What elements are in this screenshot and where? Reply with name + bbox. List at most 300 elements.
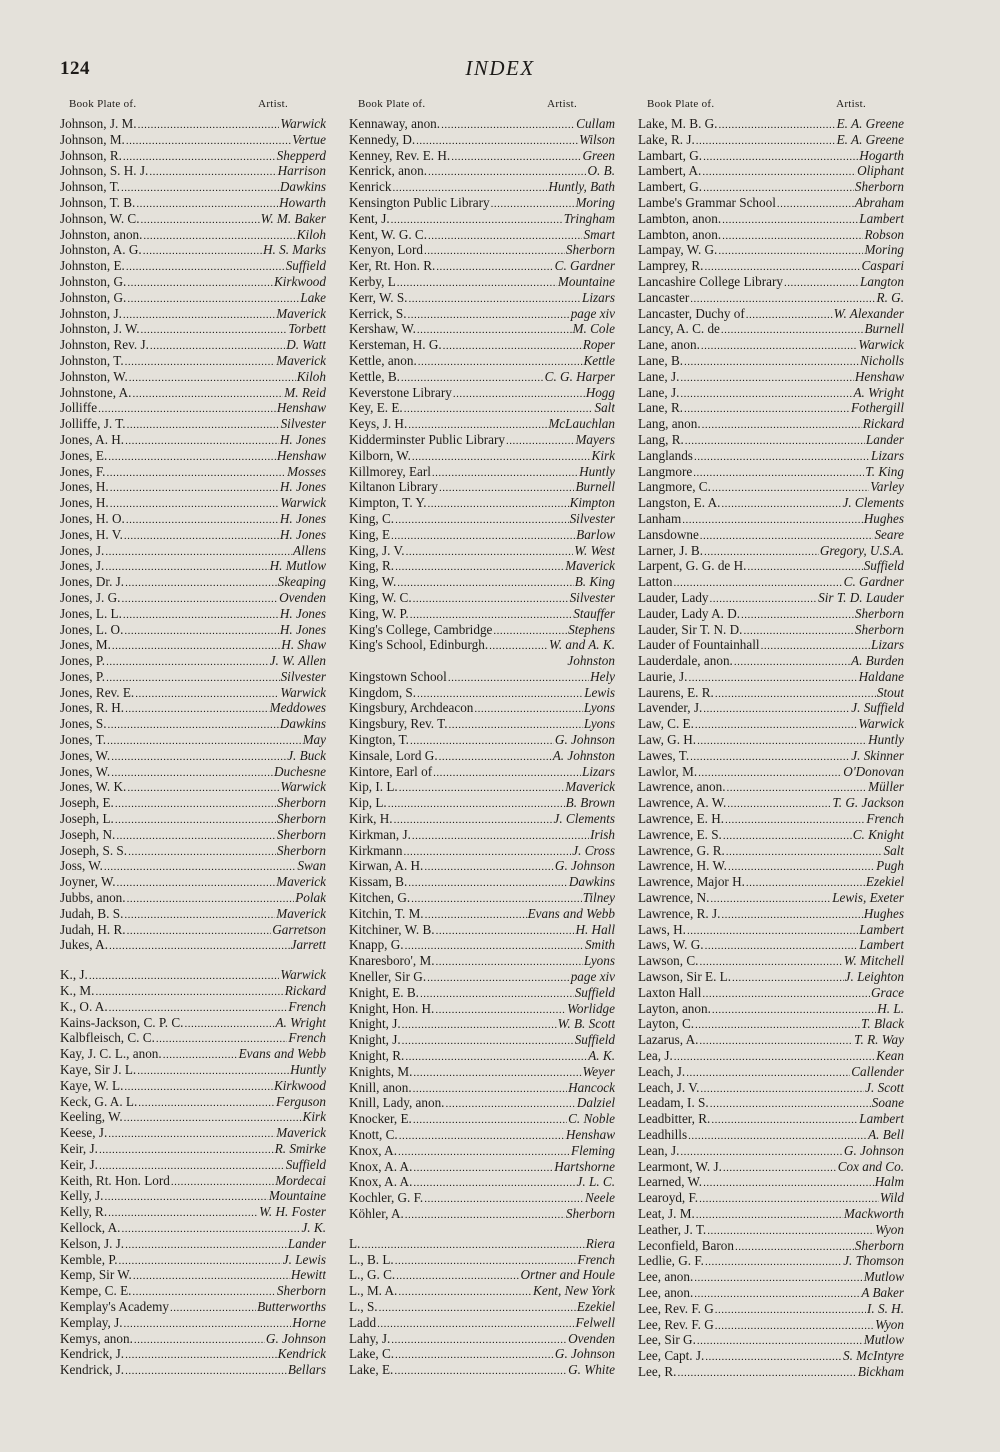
artist-name: S. McIntyre <box>842 1348 904 1364</box>
artist-name: Kirk <box>302 1109 326 1125</box>
book-plate-owner: L., S. <box>349 1298 378 1314</box>
artist-name: Hughes <box>863 905 904 921</box>
book-plate-owner: Kitchiner, W. B. <box>349 921 435 937</box>
artist-name: Hogarth <box>859 147 904 163</box>
index-entry <box>638 685 904 701</box>
artist-name: Shepperd <box>276 147 326 163</box>
book-plate-owner: Keeling, W. <box>60 1109 123 1125</box>
book-plate-owner: Lee, Rev. F. G <box>638 1316 714 1332</box>
artist-name: Mordecai <box>275 1172 326 1188</box>
artist-name: H. Shaw <box>281 637 326 653</box>
dot-leader <box>699 1192 879 1206</box>
dot-leader <box>124 1111 302 1125</box>
artist-name: Huntly <box>290 1062 326 1078</box>
dot-leader <box>436 924 575 938</box>
artist-name: Pugh <box>876 858 904 874</box>
dot-leader <box>506 434 574 448</box>
dot-leader <box>705 1255 842 1269</box>
artist-name: Sherborn <box>276 795 326 811</box>
index-entry <box>60 132 326 148</box>
artist-name: Kirkwood <box>273 273 326 289</box>
index-entry <box>60 416 326 432</box>
dot-leader <box>684 402 850 416</box>
book-plate-owner: Laxton Hall <box>638 984 702 1000</box>
book-plate-owner: Kelly, R. <box>60 1204 108 1220</box>
dot-leader <box>453 387 585 401</box>
book-plate-owner: Kemble, P. <box>60 1251 118 1267</box>
index-entry <box>638 1001 904 1017</box>
artist-name: Evans and Webb <box>238 1046 326 1062</box>
index-entry <box>60 1173 326 1189</box>
book-plate-owner: K., O. A. <box>60 998 108 1014</box>
dot-leader <box>690 292 875 306</box>
book-plate-owner: Lawrence, H. W. <box>638 858 727 874</box>
book-plate-owner: Kimpton, T. Y. <box>349 495 427 511</box>
index-entry <box>60 999 326 1015</box>
artist-name: W. M. Baker <box>260 210 326 226</box>
artist-name: Allens <box>293 542 326 558</box>
artist-name: Silvester <box>280 668 326 684</box>
dot-leader <box>448 671 589 685</box>
index-entry <box>60 764 326 780</box>
artist-name: B. Brown <box>565 795 615 811</box>
dot-leader <box>680 371 854 385</box>
artist-name: Suffield <box>863 558 904 574</box>
dot-leader <box>722 229 863 243</box>
book-plate-owner: Johnson, S. H. J. <box>60 163 149 179</box>
index-entry <box>60 543 326 559</box>
book-plate-owner: Lee, Rev. F. G <box>638 1300 714 1316</box>
artist-name: Felwell <box>575 1314 615 1330</box>
artist-name: French <box>866 811 904 827</box>
dot-leader <box>124 1317 292 1331</box>
book-plate-owner: Lake, E. <box>349 1362 394 1378</box>
artist-name: French <box>288 1030 326 1046</box>
index-entry <box>638 922 904 938</box>
artist-name: Abraham <box>854 194 904 210</box>
dot-leader <box>121 592 278 606</box>
artist-name: Mosses <box>287 463 326 479</box>
index-entry <box>60 1062 326 1078</box>
index-entry <box>638 416 904 432</box>
book-plate-owner: Johnston, G. <box>60 289 127 305</box>
book-plate-owner: Kent, J. <box>349 210 390 226</box>
artist-name: Kirkwood <box>273 1077 326 1093</box>
entry-list <box>349 116 615 1378</box>
index-entry <box>638 337 904 353</box>
index-entry <box>638 353 904 369</box>
artist-name: Kimpton <box>569 495 615 511</box>
index-entry <box>349 779 615 795</box>
book-plate-owner: Judah, H. R. <box>60 921 126 937</box>
book-plate-owner: Learmont, W. J. <box>638 1158 722 1174</box>
artist-name: J. L. C. <box>576 1174 615 1190</box>
entry-list <box>638 116 904 1380</box>
artist-name: Haldane <box>858 668 904 684</box>
dot-leader <box>698 766 842 780</box>
book-plate-owner: Ledlie, G. F. <box>638 1253 704 1269</box>
book-plate-owner: Johnston, G. <box>60 273 127 289</box>
dot-leader <box>125 1364 287 1378</box>
dot-leader <box>428 165 587 179</box>
index-entry <box>638 622 904 638</box>
artist-name: Silvester <box>569 510 615 526</box>
index-entry <box>60 558 326 574</box>
artist-name: Ezekiel <box>865 874 904 890</box>
index-entry <box>60 511 326 527</box>
artist-name: C. Gardner <box>843 574 904 590</box>
index-entry <box>60 967 326 983</box>
artist-name: Suffield <box>285 258 326 274</box>
book-plate-owner: Lake, C. <box>349 1346 395 1362</box>
index-entry <box>349 1001 615 1017</box>
book-plate-owner: Kenney, Rev. E. H. <box>349 147 451 163</box>
artist-name: Dalziel <box>576 1095 615 1111</box>
artist-name: A. Wright <box>853 384 904 400</box>
book-plate-owner: Kerrick, S. <box>349 305 407 321</box>
index-entry <box>349 748 615 764</box>
artist-name: H. Hall <box>575 921 615 937</box>
dot-leader <box>396 1269 519 1283</box>
book-plate-owner: Kerr, W. S. <box>349 289 408 305</box>
index-entry <box>638 148 904 164</box>
book-plate-owner: Knight, E. B. <box>349 984 419 1000</box>
dot-leader <box>728 860 875 874</box>
book-plate-owner: Lauder, Sir T. N. D. <box>638 621 743 637</box>
dot-leader <box>688 671 857 685</box>
index-entry <box>60 464 326 480</box>
book-plate-owner: Johnston, anon. <box>60 226 143 242</box>
index-entry <box>60 858 326 874</box>
index-entry <box>638 400 904 416</box>
index-entry <box>349 669 615 685</box>
book-plate-owner: Lee, anon. <box>638 1269 694 1285</box>
index-entry <box>349 1095 615 1111</box>
dot-leader <box>417 323 572 337</box>
artist-name: Tilney <box>582 890 615 906</box>
artist-name: Sherborn <box>854 621 904 637</box>
book-plate-owner: Lancashire College Library <box>638 273 783 289</box>
dot-leader <box>703 702 850 716</box>
dot-leader <box>150 339 285 353</box>
index-entry <box>638 1143 904 1159</box>
dot-leader <box>694 1271 862 1285</box>
dot-leader <box>124 908 275 922</box>
book-plate-owner: Laurie, J. <box>638 668 688 684</box>
book-plate-owner: Kingsbury, Archdeacon <box>349 700 474 716</box>
book-plate-owner: Lane, B. <box>638 352 684 368</box>
book-plate-owner: Knight, R. <box>349 1048 405 1064</box>
artist-name: J. K. <box>301 1219 326 1235</box>
artist-name: Kean <box>876 1048 904 1064</box>
index-entry <box>638 1285 904 1301</box>
book-plate-owner: Jones, P. <box>60 668 106 684</box>
dot-leader <box>722 213 858 227</box>
book-plate-owner: King, J. V. <box>349 542 405 558</box>
dot-leader <box>697 734 867 748</box>
artist-name: Smith <box>584 937 615 953</box>
artist-name: Bickham <box>857 1363 904 1379</box>
index-entry <box>349 937 615 953</box>
index-entry <box>349 1283 615 1299</box>
book-plate-owner: Law, C. E. <box>638 716 694 732</box>
dot-leader <box>700 529 874 543</box>
artist-name: Callender <box>851 1063 904 1079</box>
index-entry <box>349 116 615 132</box>
index-entry <box>638 1253 904 1269</box>
artist-name: Nicholls <box>860 352 904 368</box>
index-entry <box>349 1315 615 1331</box>
book-plate-owner: Knight, J. <box>349 1016 401 1032</box>
artist-name: Burnell <box>575 479 615 495</box>
dot-leader <box>687 924 858 938</box>
column-header-book-plate: Book Plate of. <box>69 98 137 110</box>
artist-name: Maverick <box>565 558 615 574</box>
artist-name: T. King <box>865 463 904 479</box>
index-entry <box>60 369 326 385</box>
artist-name: Ovenden <box>568 1330 615 1346</box>
artist-name: Rickard <box>862 416 904 432</box>
artist-name: Sherborn <box>565 242 615 258</box>
book-plate-owner: Lansdowne <box>638 526 699 542</box>
artist-name: Hughes <box>863 510 904 526</box>
index-entry <box>60 574 326 590</box>
artist-name: Lambert <box>859 921 904 937</box>
index-entry <box>638 227 904 243</box>
index-entry <box>638 1238 904 1254</box>
dot-leader <box>126 513 279 527</box>
artist-name: Seare <box>874 526 904 542</box>
book-plate-owner: Lawrence, E. S. <box>638 826 722 842</box>
index-entry <box>638 1174 904 1190</box>
dot-leader <box>388 797 565 811</box>
artist-name: H. S. Marks <box>262 242 326 258</box>
book-plate-owner: Layton, anon. <box>638 1000 711 1016</box>
dot-leader <box>111 750 286 764</box>
index-entry <box>60 148 326 164</box>
index-entry <box>60 1252 326 1268</box>
artist-name: Mackworth <box>843 1205 904 1221</box>
artist-name: O'Donovan <box>843 763 904 779</box>
book-plate-owner: Knott, C. <box>349 1127 398 1142</box>
artist-name: M. Reid <box>284 384 326 400</box>
dot-leader <box>435 1003 566 1017</box>
book-plate-owner: King, W. C. <box>349 589 412 605</box>
index-entry <box>638 732 904 748</box>
index-entry <box>349 195 615 211</box>
index-entry <box>60 937 326 953</box>
dot-leader <box>361 1238 584 1252</box>
dot-leader <box>126 134 291 148</box>
dot-leader <box>132 387 283 401</box>
index-entry <box>638 858 904 874</box>
dot-leader <box>682 513 862 527</box>
book-plate-owner: Jones, R. H. <box>60 700 125 716</box>
dot-leader <box>694 1287 860 1301</box>
artist-name: Rickard <box>284 983 326 999</box>
dot-leader <box>703 181 854 195</box>
artist-name: Grace <box>871 984 904 1000</box>
index-entry <box>60 1078 326 1094</box>
book-plate-owner: Laurens, E. R. <box>638 684 714 700</box>
artist-name: Maverick <box>565 779 615 795</box>
book-plate-owner: Lawrence, R. J. <box>638 905 721 921</box>
index-entry <box>638 448 904 464</box>
index-entry <box>638 290 904 306</box>
book-plate-owner: Jones, H. V. <box>60 526 123 542</box>
index-entry <box>60 906 326 922</box>
dot-leader <box>696 1208 843 1222</box>
dot-leader <box>697 1334 863 1348</box>
book-plate-owner: Kennaway, anon. <box>349 116 441 131</box>
index-entry <box>638 369 904 385</box>
book-plate-owner: Knaresboro', M. <box>349 953 435 969</box>
artist-name: Maverick <box>276 874 326 890</box>
book-plate-owner: Lawson, C. <box>638 953 699 969</box>
index-entry <box>60 527 326 543</box>
index-entry <box>60 590 326 606</box>
book-plate-owner: Lane, J. <box>638 384 680 400</box>
book-plate-owner: Kendrick, J. <box>60 1362 125 1378</box>
index-entry <box>638 574 904 590</box>
book-plate-owner: Kersteman, H. G. <box>349 337 442 353</box>
book-plate-owner: Lawrence, N. <box>638 890 710 906</box>
index-entry <box>638 1127 904 1143</box>
index-entry <box>60 716 326 732</box>
dot-leader <box>699 1034 853 1048</box>
dot-leader <box>688 1129 867 1143</box>
artist-name: Salt <box>883 842 904 858</box>
book-plate-owner: Keese, J. <box>60 1125 108 1141</box>
book-plate-owner: Langmore, C. <box>638 479 711 495</box>
book-plate-owner: Kerby, L <box>349 273 396 289</box>
artist-name: page xiv <box>570 969 615 985</box>
book-plate-owner: Lawrence, G. R. <box>638 842 725 858</box>
dot-leader <box>417 687 583 701</box>
dot-leader <box>715 1319 874 1333</box>
artist-name: Silvester <box>280 416 326 432</box>
book-plate-owner: Lane, anon. <box>638 337 700 353</box>
index-entry <box>638 716 904 732</box>
index-entry <box>60 779 326 795</box>
book-plate-owner: Keck, G. A. L. <box>60 1093 138 1109</box>
artist-name: Kettle <box>583 352 615 368</box>
book-plate-owner: Lancaster, Duchy of <box>638 305 745 321</box>
book-plate-owner: Larner, J. B. <box>638 542 704 558</box>
artist-name: Henshaw <box>276 447 326 463</box>
index-entry <box>349 1299 615 1315</box>
index-entry <box>349 464 615 480</box>
book-plate-owner: Larpent, G. G. de H. <box>638 558 747 574</box>
column-header-book-plate: Book Plate of. <box>358 98 426 110</box>
book-plate-owner: Judah, B. S. <box>60 905 124 921</box>
artist-name: Sherborn <box>854 1237 904 1253</box>
index-entry <box>349 1252 615 1268</box>
dot-leader <box>741 608 854 622</box>
artist-name: Worlidge <box>567 1000 615 1016</box>
artist-name: H. Jones <box>279 510 326 526</box>
artist-name: Irish <box>590 826 615 842</box>
dot-leader <box>398 1145 570 1159</box>
book-plate-owner: Johnston, A. G. <box>60 242 142 258</box>
book-plate-owner: Keir, J. <box>60 1156 98 1172</box>
dot-leader <box>777 197 854 211</box>
artist-name: Lyons <box>583 953 615 969</box>
book-plate-owner: Jones, J. <box>60 558 105 574</box>
artist-name: Riera <box>585 1235 615 1251</box>
artist-name: H. L. <box>877 1000 904 1016</box>
artist-name: Maverick <box>276 352 326 368</box>
book-plate-owner: Kington, T. <box>349 732 409 748</box>
book-plate-owner: Kenyon, Lord <box>349 242 423 258</box>
book-plate-owner: Kennedy, D. <box>349 131 416 147</box>
index-entry <box>349 953 615 969</box>
artist-name: Varley <box>870 479 904 495</box>
dot-leader <box>725 813 865 827</box>
artist-name: J. Lewis <box>282 1251 326 1267</box>
book-plate-owner: Leadhills <box>638 1127 688 1142</box>
book-plate-owner: Jones, A. H. <box>60 431 125 447</box>
book-plate-owner: Lea, J. <box>638 1048 673 1064</box>
artist-name: D. Watt <box>286 337 326 353</box>
dot-leader <box>418 355 583 369</box>
dot-leader <box>402 1018 557 1032</box>
dot-leader <box>110 497 280 511</box>
index-entry <box>638 543 904 559</box>
book-plate-owner: Jones, S. <box>60 716 107 732</box>
index-entry <box>60 1315 326 1331</box>
index-entry <box>638 1301 904 1317</box>
dot-leader <box>721 497 841 511</box>
dot-leader <box>680 387 852 401</box>
artist-name: Halm <box>874 1174 904 1190</box>
book-plate-owner: Lang, anon. <box>638 416 701 432</box>
artist-name: French <box>288 998 326 1014</box>
index-entry <box>60 653 326 669</box>
dot-leader <box>121 1222 300 1236</box>
index-entry <box>638 527 904 543</box>
dot-leader <box>735 1240 854 1254</box>
artist-name: C. Gardner <box>554 258 615 274</box>
dot-leader <box>125 1238 287 1252</box>
artist-name: J. Suffield <box>851 700 904 716</box>
artist-name: A. Burden <box>851 653 904 669</box>
dot-leader <box>723 829 852 843</box>
index-entry <box>60 1094 326 1110</box>
artist-name: Warwick <box>858 716 904 732</box>
artist-name: Lyons <box>583 716 615 732</box>
column-header-artist: Artist. <box>258 98 288 110</box>
artist-name: Burnell <box>864 321 904 337</box>
index-entry <box>60 306 326 322</box>
artist-name: Sherborn <box>854 179 904 195</box>
index-entry <box>349 685 615 701</box>
index-entry <box>60 811 326 827</box>
book-plate-owner: Leconfield, Baron <box>638 1237 734 1253</box>
book-plate-owner: Knight, J. <box>349 1032 401 1048</box>
dot-leader <box>104 1190 267 1204</box>
index-entry <box>349 1190 615 1206</box>
dot-leader <box>408 292 581 306</box>
artist-name: Bellars <box>287 1362 326 1378</box>
artist-name: Stout <box>876 684 904 700</box>
index-entry <box>349 1236 615 1252</box>
book-plate-owner: Knox, A. A. <box>349 1158 413 1174</box>
book-plate-owner: Johnston, T. <box>60 352 124 368</box>
book-plate-owner: L., M. A. <box>349 1283 398 1299</box>
index-entry <box>60 748 326 764</box>
dot-leader <box>123 608 279 622</box>
